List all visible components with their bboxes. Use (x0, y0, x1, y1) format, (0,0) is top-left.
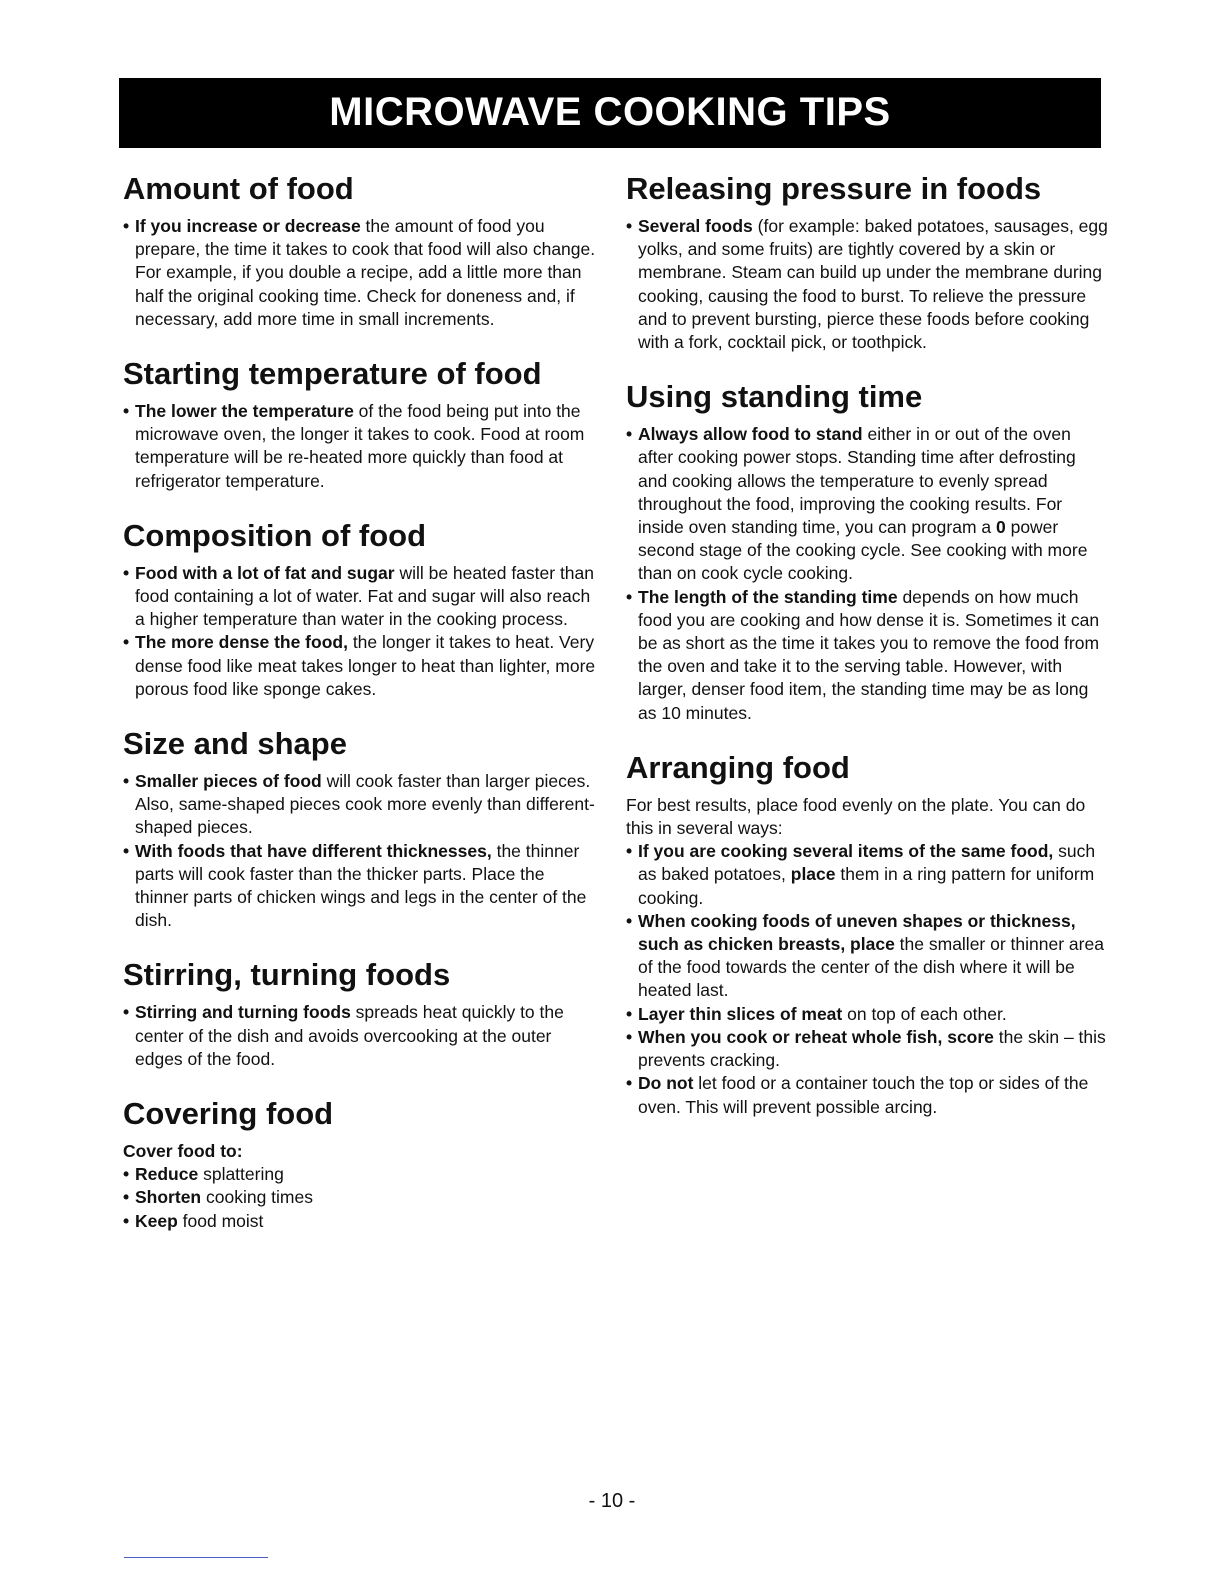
bullet-item: • Do not let food or a container touch the top or sides of the oven. This will prevent possible arcing. (626, 1073, 1089, 1117)
section-arranging-food (626, 747, 1108, 1119)
bullet-item: • If you are cooking several items of the same food, such as baked potatoes, place them in a ring pattern for uniform cooking. (626, 841, 1096, 908)
footer-rule (124, 1557, 268, 1558)
bullet-item: • The more dense the food, the longer it takes to heat. Very dense food like meat takes longer to heat than lighter, more porous food like sponge cakes. (123, 632, 596, 699)
section-amount-of-food (123, 168, 601, 331)
section-heading: Covering food (123, 1096, 334, 1132)
left-column (123, 168, 601, 1255)
title-banner (119, 78, 1101, 148)
bullet-item: • With foods that have different thicknesses, the thinner parts will cook faster than the thicker parts. Place the thinner parts of chicken wings and legs in the center of the dish. (123, 840, 587, 931)
section-heading: Arranging food (626, 749, 850, 785)
page-number: - 10 - (588, 1490, 636, 1512)
bullet-item: • Keep food moist (123, 1210, 601, 1233)
section-starting-temperature (123, 353, 601, 493)
intro-text: For best results, place food evenly on the plate. You can do this in several ways: (626, 794, 1086, 839)
bullet-icon: • (123, 771, 130, 792)
bullet-icon: • (123, 1210, 130, 1231)
section-composition-of-food (123, 515, 601, 701)
bullet-item: • When cooking foods of uneven shapes or thickness, such as chicken breasts, place the smaller or thinner area of the food towards the center of the dish where it will be heated last. (626, 910, 1104, 1001)
bullet-icon: • (123, 401, 130, 422)
section-stirring-turning (123, 954, 601, 1071)
bullet-icon: • (626, 841, 633, 862)
bullet-icon: • (123, 216, 130, 236)
bullet-item: • Several foods (for example: baked potatoes, sausages, egg yolks, and some fruits) are tightly covered by a skin or membrane. Steam can build up under the membrane during cooking, causing the food to burst. To relieve the pressure and to prevent bursting, pierce these foods before cooking with a fork, cocktail pick, or toothpick. (626, 216, 1108, 353)
section-heading: Stirring, turning foods (123, 957, 451, 993)
bullet-item: • Reduce splattering (123, 1163, 601, 1186)
section-heading: Starting temperature of food (123, 356, 542, 392)
bullet-item: • The length of the standing time depends on how much food you are cooking and how dense it is. Sometimes it can be as short as the time it takes you to remove the food from the oven and take it to the serving table. However, with larger, denser food item, the standing time may be as long as 10 minutes. (626, 586, 1100, 723)
bullet-icon: • (626, 216, 633, 236)
bullet-icon: • (123, 562, 130, 583)
bullet-item: • Always allow food to stand either in or out of the oven after cooking power stops. Standing time after defrosting and cooking allows the temperature to evenly spread throughout the food, improving the cooking results. For inside oven standing time, you can program a 0 power second stage of the cooking cycle. See cooking with more than on cook cycle cooking. (626, 424, 1088, 584)
section-heading: Size and shape (123, 726, 347, 762)
bullet-item: • Stirring and turning foods spreads heat quickly to the center of the dish and avoids overcooking at the outer edges of the food. (123, 1002, 564, 1069)
section-heading: Composition of food (123, 517, 427, 553)
bullet-icon: • (626, 1073, 633, 1094)
bullet-icon: • (626, 1026, 633, 1047)
bullet-icon: • (626, 586, 633, 607)
bullet-icon: • (123, 632, 130, 653)
lead-text: Cover food to: (123, 1141, 243, 1162)
section-standing-time (626, 376, 1108, 725)
bullet-item: • Food with a lot of fat and sugar will be heated faster than food containing a lot of water. Fat and sugar will also reach a higher temperature than water in the cooking process. (123, 562, 595, 630)
bullet-icon: • (123, 840, 130, 861)
section-size-and-shape (123, 723, 601, 932)
section-heading: Amount of food (123, 171, 354, 206)
bullet-item: • Smaller pieces of food will cook faster than larger pieces. Also, same-shaped pieces cook more evenly than different-shaped pieces. (123, 771, 595, 838)
section-heading: Releasing pressure in foods (626, 171, 1042, 206)
bullet-item: • The lower the temperature of the food being put into the microwave oven, the longer it takes to cook. Food at room temperature will be re-heated more quickly than food at refrigerator temperature. (123, 401, 585, 491)
bullet-item: • Layer thin slices of meat on top of each other. (626, 1003, 1108, 1026)
section-heading: Using standing time (626, 379, 923, 415)
section-covering-food (123, 1093, 601, 1233)
bullet-icon: • (123, 1164, 130, 1185)
section-releasing-pressure (626, 168, 1108, 354)
bullet-item: • When you cook or reheat whole fish, score the skin – this prevents cracking. (626, 1026, 1106, 1071)
bullet-icon: • (626, 424, 633, 445)
bullet-item: • Shorten cooking times (123, 1186, 601, 1209)
bullet-icon: • (626, 1003, 633, 1024)
bullet-icon: • (123, 1002, 130, 1023)
right-column (626, 168, 1108, 1141)
bullet-icon: • (123, 1187, 130, 1208)
bullet-item: • If you increase or decrease the amount of food you prepare, the time it takes to cook that food will also change. For example, if you double a recipe, add a little more than half the original cooking time. Check for doneness and, if necessary, add more time in small increments. (123, 216, 596, 329)
bullet-icon: • (626, 910, 633, 931)
page-title: MICROWAVE COOKING TIPS (329, 89, 891, 134)
